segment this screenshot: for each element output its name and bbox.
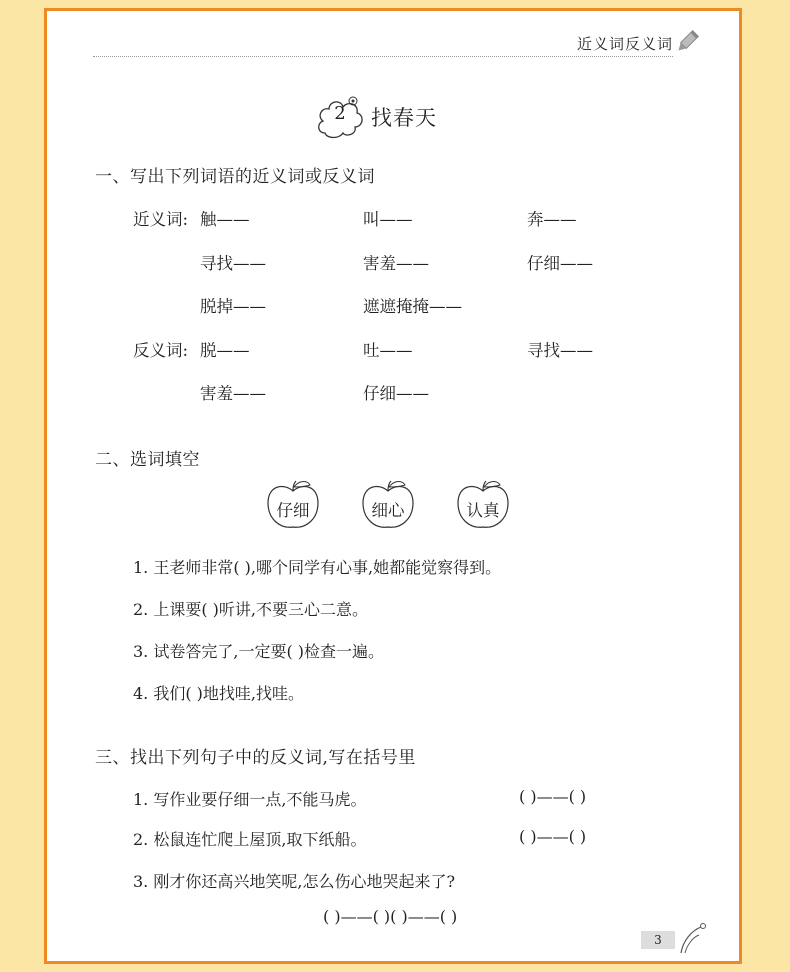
synonym-word: 遮遮掩掩—— — [363, 297, 462, 316]
fill-blank-question: 3. 试卷答完了,一定要( )检查一遍。 — [133, 642, 385, 661]
synonym-word: 叫—— — [363, 210, 413, 229]
answer-brackets: ( )——( )( )——( ) — [323, 907, 458, 926]
antonym-label: 反义词: — [133, 341, 189, 360]
section1-heading: 一、写出下列词语的近义词或反义词 — [95, 167, 375, 187]
word-choice-apple — [454, 479, 512, 531]
antonym-word: 害羞—— — [200, 384, 266, 403]
synonym-word: 脱掉—— — [200, 297, 266, 316]
word-choice-apple — [359, 479, 417, 531]
answer-brackets: ( )——( ) — [519, 827, 587, 846]
antonym-question: 1. 写作业要仔细一点,不能马虎。 — [133, 790, 367, 809]
header-section-label: 近义词反义词 — [576, 35, 673, 53]
lesson-title-text: 找春天 — [371, 106, 437, 130]
synonym-word: 仔细—— — [527, 254, 593, 273]
word-choice-text: 仔细 — [276, 501, 310, 520]
synonym-word: 奔—— — [527, 210, 577, 229]
section3-heading: 三、找出下列句子中的反义词,写在括号里 — [95, 748, 416, 768]
synonym-word: 害羞—— — [363, 254, 429, 273]
pencil-icon — [675, 29, 699, 55]
word-choice-text: 认真 — [466, 501, 500, 520]
fill-blank-question: 1. 王老师非常( ),哪个同学有心事,她都能觉察得到。 — [133, 558, 502, 577]
synonym-label: 近义词: — [133, 210, 189, 229]
word-choice-text: 细心 — [371, 501, 405, 520]
word-choice-apple — [264, 479, 322, 531]
lesson-title — [315, 95, 437, 139]
answer-brackets: ( )——( ) — [519, 787, 587, 806]
antonym-word: 脱—— — [200, 341, 250, 360]
antonym-word: 吐—— — [363, 341, 413, 360]
antonym-question: 2. 松鼠连忙爬上屋顶,取下纸船。 — [133, 830, 367, 849]
worksheet-page — [44, 8, 742, 964]
section2-heading: 二、选词填空 — [95, 450, 200, 470]
swirl-decoration-icon — [677, 921, 707, 955]
fill-blank-question: 4. 我们( )地找哇,找哇。 — [133, 684, 305, 703]
antonym-word: 仔细—— — [363, 384, 429, 403]
header-divider — [93, 56, 673, 57]
antonym-question: 3. 刚才你还高兴地笑呢,怎么伤心地哭起来了? — [133, 872, 456, 891]
synonym-word: 触—— — [200, 210, 250, 229]
fill-blank-question: 2. 上课要( )听讲,不要三心二意。 — [133, 600, 369, 619]
lesson-number: 2 — [334, 103, 346, 124]
synonym-word: 寻找—— — [200, 254, 266, 273]
antonym-word: 寻找—— — [527, 341, 593, 360]
lesson-number-badge — [315, 95, 365, 139]
page-number: 3 — [641, 931, 675, 949]
